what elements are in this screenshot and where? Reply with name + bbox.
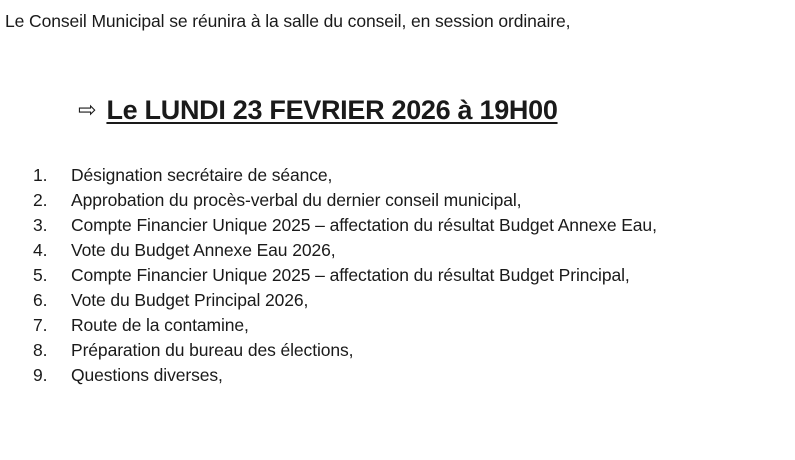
agenda-item (33, 163, 657, 188)
agenda-item (33, 213, 657, 238)
agenda-item-number: 1. (33, 165, 48, 185)
agenda-item (33, 363, 657, 388)
arrow-right-icon: ⇨ (78, 97, 97, 123)
meeting-date: Le LUNDI 23 FEVRIER 2026 à 19H00 (106, 95, 558, 125)
agenda-item-number: 8. (33, 340, 48, 360)
agenda-item (33, 338, 657, 363)
agenda-item (33, 288, 657, 313)
agenda-item-number: 5. (33, 265, 48, 285)
agenda-item (33, 263, 657, 288)
agenda-item-text: Préparation du bureau des élections, (71, 340, 354, 360)
agenda-item (33, 238, 657, 263)
agenda-list (33, 163, 657, 388)
agenda-item-text: Route de la contamine, (71, 315, 249, 335)
agenda-item-number: 7. (33, 315, 48, 335)
agenda-item-text: Vote du Budget Annexe Eau 2026, (71, 240, 336, 260)
agenda-item-text: Compte Financier Unique 2025 – affectation du résultat Budget Principal, (71, 265, 630, 285)
agenda-item-text: Désignation secrétaire de séance, (71, 165, 333, 185)
agenda-item-text: Compte Financier Unique 2025 – affectation du résultat Budget Annexe Eau, (71, 215, 657, 235)
intro-text: Le Conseil Municipal se réunira à la salle du conseil, en session ordinaire, (5, 11, 571, 31)
agenda-item-text: Approbation du procès-verbal du dernier conseil municipal, (71, 190, 522, 210)
agenda-item (33, 313, 657, 338)
agenda-item-number: 6. (33, 290, 48, 310)
meeting-date-heading (78, 95, 558, 126)
agenda-item-number: 2. (33, 190, 48, 210)
agenda-item (33, 188, 657, 213)
agenda-item-number: 3. (33, 215, 48, 235)
agenda-item-number: 4. (33, 240, 48, 260)
agenda-item-text: Vote du Budget Principal 2026, (71, 290, 309, 310)
agenda-item-text: Questions diverses, (71, 365, 223, 385)
agenda-item-number: 9. (33, 365, 48, 385)
